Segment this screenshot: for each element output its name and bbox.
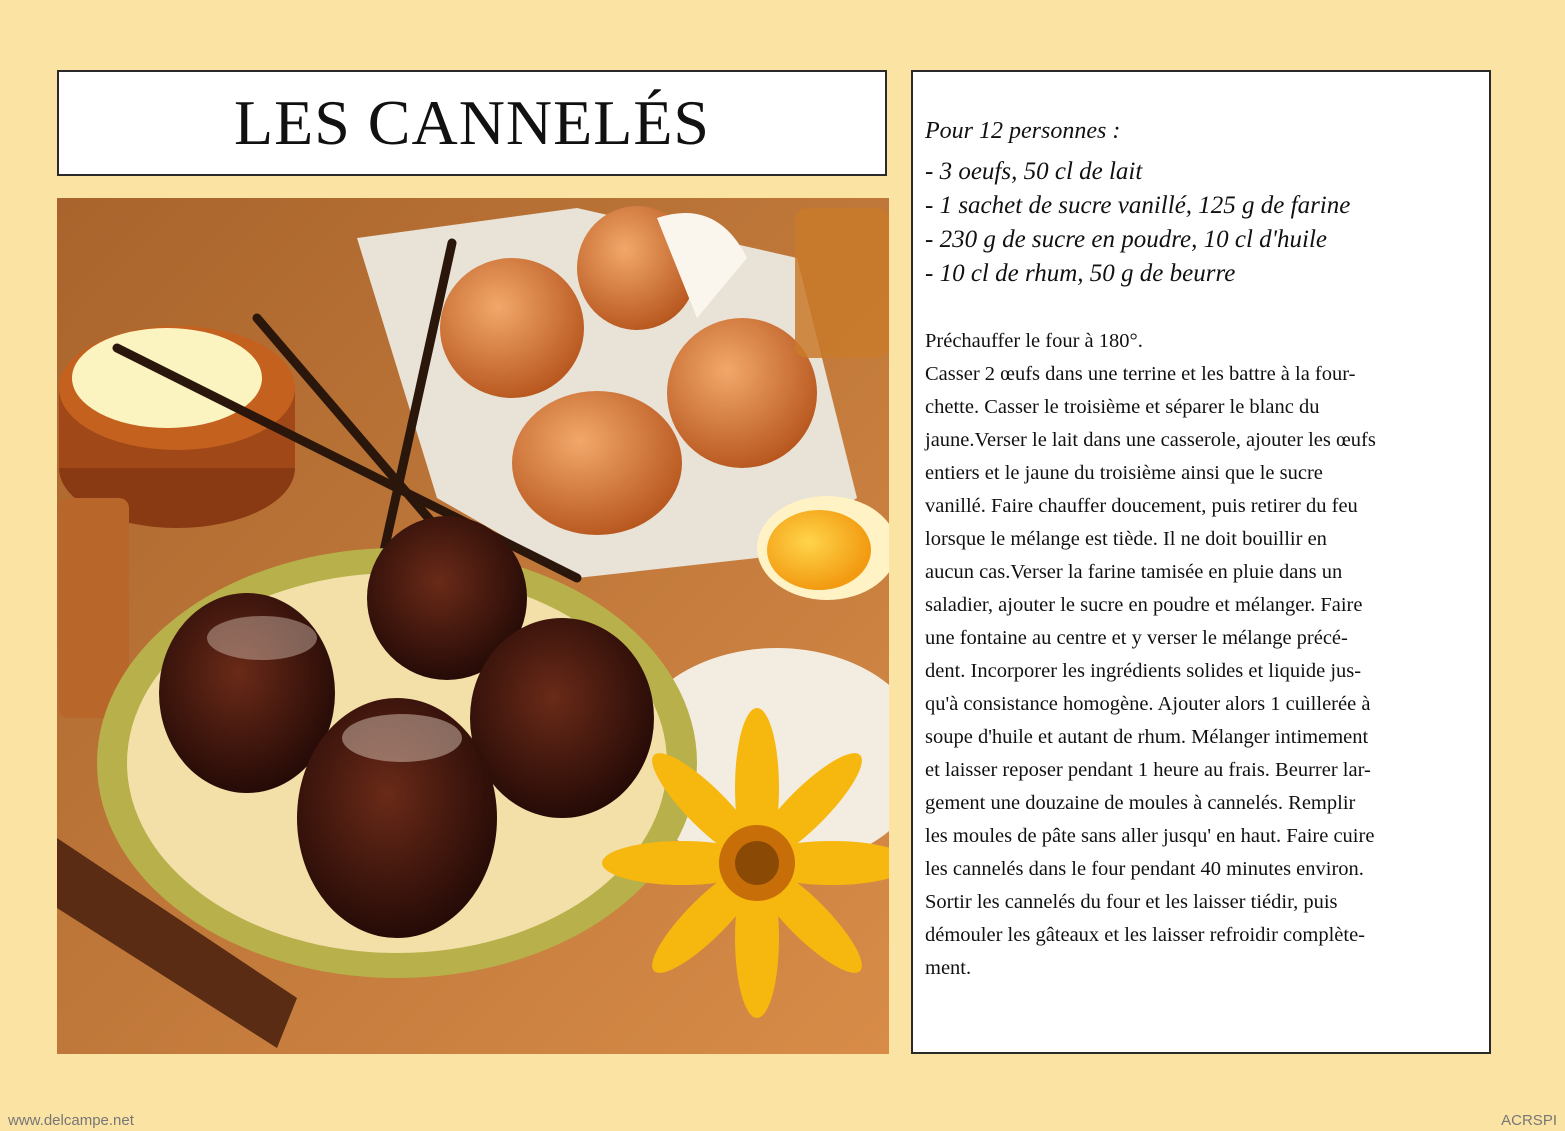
method-line: Sortir les cannelés du four et les laisser tiédir, puis (925, 891, 1338, 913)
watermark-right: ACRSPI (1501, 1112, 1557, 1129)
method-line: soupe d'huile et autant de rhum. Mélanger intimement (925, 726, 1369, 748)
honey-jar (795, 208, 889, 358)
method-line: les cannelés dans le four pendant 40 minutes environ. (925, 858, 1364, 880)
method-line: dent. Incorporer les ingrédients solides et liquide jus- (925, 660, 1362, 682)
servings: Pour 12 personnes : (925, 118, 1121, 144)
method-line: lorsque le mélange est tiède. Il ne doit bouillir en (925, 528, 1327, 550)
recipe-photo (57, 198, 889, 1054)
method-line: démouler les gâteaux et les laisser refroidir complète- (925, 924, 1365, 946)
method-line: saladier, ajouter le sucre en poudre et mélanger. Faire (925, 594, 1363, 616)
method-line: gement une douzaine de moules à cannelés. Remplir (925, 792, 1356, 814)
ingredient-line: - 10 cl de rhum, 50 g de beurre (925, 260, 1236, 287)
method-line: qu'à consistance homogène. Ajouter alors 1 cuillerée à (925, 693, 1371, 715)
egg (512, 391, 682, 535)
egg-yolk (767, 510, 871, 590)
method-line: vanillé. Faire chauffer doucement, puis retirer du feu (925, 495, 1358, 517)
ingredient-line: - 3 oeufs, 50 cl de lait (925, 158, 1143, 185)
method-line: Préchauffer le four à 180°. (925, 330, 1143, 352)
method-line: une fontaine au centre et y verser le mélange précé- (925, 627, 1348, 649)
method-line: entiers et le jaune du troisième ainsi que le sucre (925, 462, 1323, 484)
method-line: chette. Casser le troisième et séparer le blanc du (925, 396, 1320, 418)
butter-pot (59, 326, 295, 528)
egg (667, 318, 817, 468)
method-line: ment. (925, 957, 972, 979)
ingredient-line: - 1 sachet de sucre vanillé, 125 g de farine (925, 192, 1351, 219)
method-line: Casser 2 œufs dans une terrine et les battre à la four- (925, 363, 1356, 385)
page-title: LES CANNELÉS (234, 87, 710, 158)
canele (470, 618, 654, 818)
recipe-panel (911, 70, 1491, 1054)
title-box (57, 70, 887, 176)
watermark-left: www.delcampe.net (8, 1112, 134, 1129)
ingredient-line: - 230 g de sucre en poudre, 10 cl d'huile (925, 226, 1328, 253)
method-line: jaune.Verser le lait dans une casserole, ajouter les œufs (925, 429, 1376, 451)
method-line: aucun cas.Verser la farine tamisée en pluie dans un (925, 561, 1343, 583)
ingredients-list (925, 155, 1479, 291)
method-text (925, 325, 1479, 985)
method-line: et laisser reposer pendant 1 heure au frais. Beurrer lar- (925, 759, 1371, 781)
egg (440, 258, 584, 398)
method-line: les moules de pâte sans aller jusqu' en haut. Faire cuire (925, 825, 1375, 847)
